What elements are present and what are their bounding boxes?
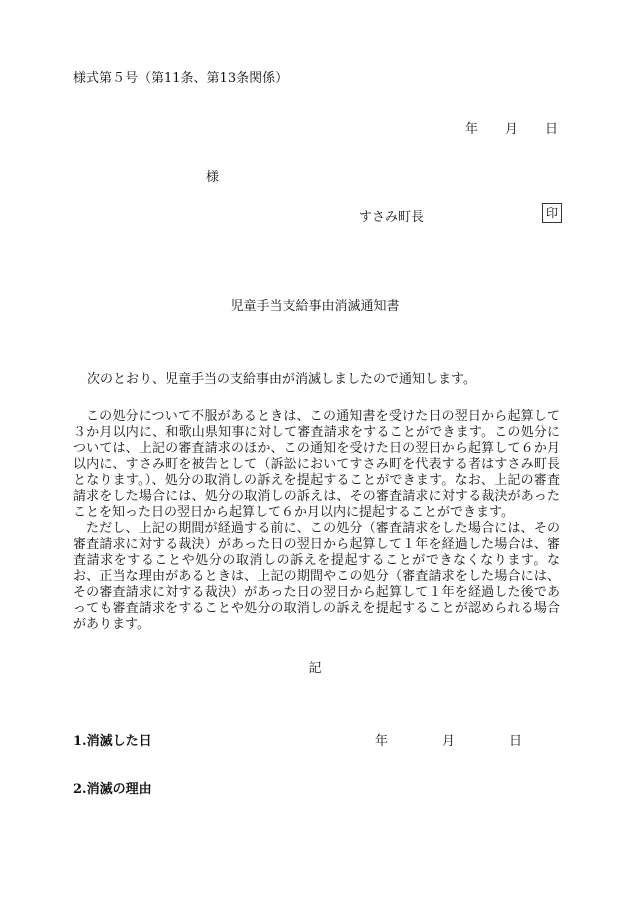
- header-date-year: 年: [465, 122, 479, 137]
- extinction-date-label: 1.消滅した日: [73, 734, 152, 749]
- appeal-notice-paragraph-1: この処分について不服があるときは、この通知書を受けた日の翌日から起算して３か月以内に、和歌山県知事に対して審査請求をすることができます。この処分については、上記の審査請求のほか、この通知を受けた日の翌日から起算して６か月以内に、すさみ町を被告として（訴訟においてすさみ町を代表する者はすさみ町長となります。）、処分の取消しの訴えを提起することができます。なお、上記の審査請求をした場合には、処分の取消しの訴えは、その審査請求に対する裁決があったことを知った日の翌日から起算して６か月以内に提起することができます。: [73, 409, 560, 520]
- header-date-month: 月: [505, 122, 519, 137]
- issuer-name: すさみ町長: [359, 210, 425, 225]
- appeal-notice-paragraph-2: ただし、上記の期間が経過する前に、この処分（審査請求をした場合には、その審査請求に対する裁決）があった日の翌日から起算して１年を経過した場合は、審査請求をすることや処分の取消しの訴えを提起することができなくなります。なお、正当な理由があるときは、上記の期間やこの処分（審査請求をした場合には、その審査請求に対する裁決）があった日の翌日から起算して１年を経過した後であっても審査請求をすることや処分の取消しの訴えを提起することが認められる場合があります。: [73, 521, 560, 632]
- extinction-date-year: 年: [375, 734, 389, 749]
- form-number: 様式第５号（第11条、第13条関係）: [73, 71, 289, 86]
- intro-text: 次のとおり、児童手当の支給事由が消滅しましたので通知します。: [87, 372, 476, 387]
- seal-box: 印: [542, 203, 562, 223]
- appeal-notice: [73, 409, 560, 633]
- extinction-date-month: 月: [442, 734, 456, 749]
- extinction-date-day: 日: [509, 734, 523, 749]
- header-date-day: 日: [545, 122, 559, 137]
- addressee-suffix: 様: [206, 170, 220, 185]
- ki-heading: 記: [308, 661, 322, 676]
- document-title: 児童手当支給事由消滅通知書: [230, 299, 400, 314]
- extinction-reason-label: 2.消滅の理由: [73, 782, 152, 797]
